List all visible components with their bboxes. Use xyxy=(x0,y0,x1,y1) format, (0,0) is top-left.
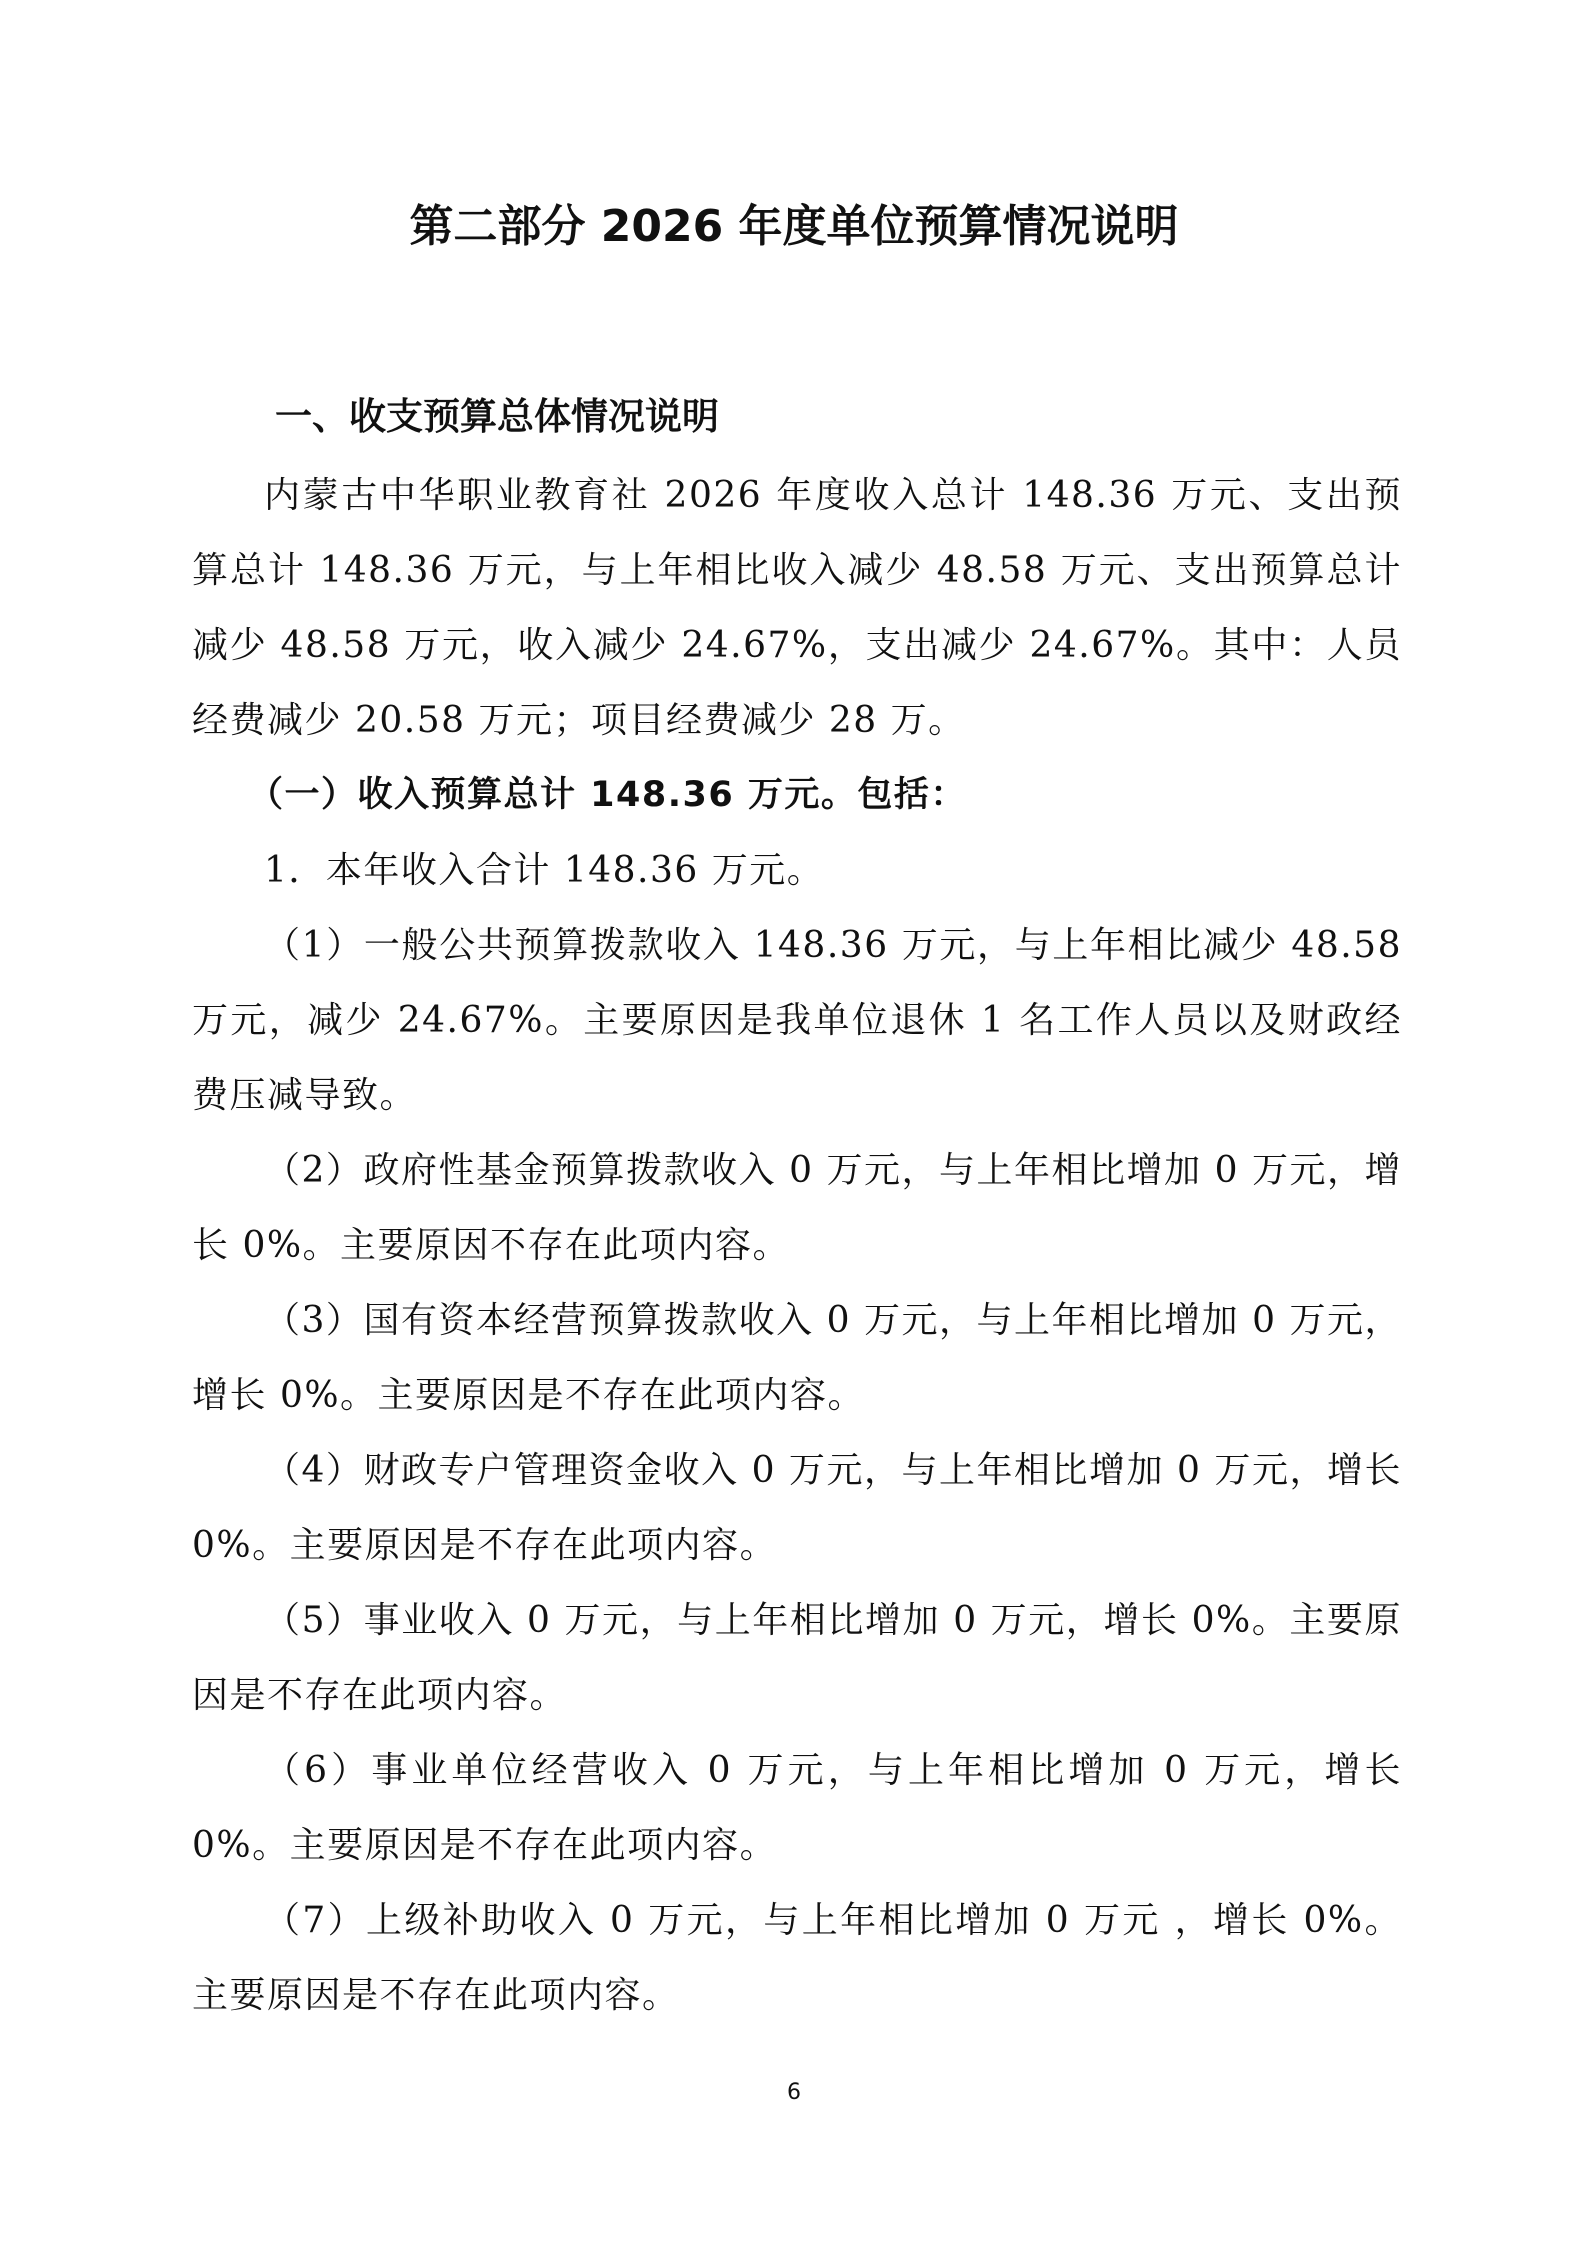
income-item-6: （6）事业单位经营收入 0 万元，与上年相比增加 0 万元，增长 0%。主要原因是不存在此项内容。 xyxy=(192,1750,1402,1866)
income-item-5: （5）事业收入 0 万元，与上年相比增加 0 万元，增长 0%。主要原因是不存在此项内容。 xyxy=(192,1600,1402,1716)
summary-paragraph: 内蒙古中华职业教育社 2026 年度收入总计 148.36 万元、支出预算总计 148.36 万元，与上年相比收入减少 48.58 万元、支出预算总计减少 48.58 万元，收入减少 24.67%，支出减少 24.67%。其中：人员经费减少 20.58 万元；项目经费减少 28 万。 xyxy=(192,475,1402,741)
section-heading: 一、收支预算总体情况说明 xyxy=(275,395,719,438)
income-total-paragraph: 1．本年收入合计 148.36 万元。 xyxy=(264,850,825,891)
income-item-7: （7）上级补助收入 0 万元，与上年相比增加 0 万元 ，增长 0%。主要原因是不存在此项内容。 xyxy=(192,1900,1402,2016)
page-number: 6 xyxy=(787,2080,801,2105)
income-subheading: （一）收入预算总计 148.36 万元。包括： xyxy=(248,775,967,815)
document-title: 第二部分 2026 年度单位预算情况说明 xyxy=(409,201,1179,252)
document-body xyxy=(192,458,1402,2033)
income-item-3: （3）国有资本经营预算拨款收入 0 万元，与上年相比增加 0 万元，增长 0%。主要原因是不存在此项内容。 xyxy=(192,1300,1402,1416)
income-item-1: （1）一般公共预算拨款收入 148.36 万元，与上年相比减少 48.58 万元，减少 24.67%。主要原因是我单位退休 1 名工作人员以及财政经费压减导致。 xyxy=(192,925,1402,1116)
income-item-4: （4）财政专户管理资金收入 0 万元，与上年相比增加 0 万元，增长 0%。主要原因是不存在此项内容。 xyxy=(192,1450,1402,1566)
income-item-2: （2）政府性基金预算拨款收入 0 万元，与上年相比增加 0 万元，增长 0%。主要原因不存在此项内容。 xyxy=(192,1150,1402,1266)
